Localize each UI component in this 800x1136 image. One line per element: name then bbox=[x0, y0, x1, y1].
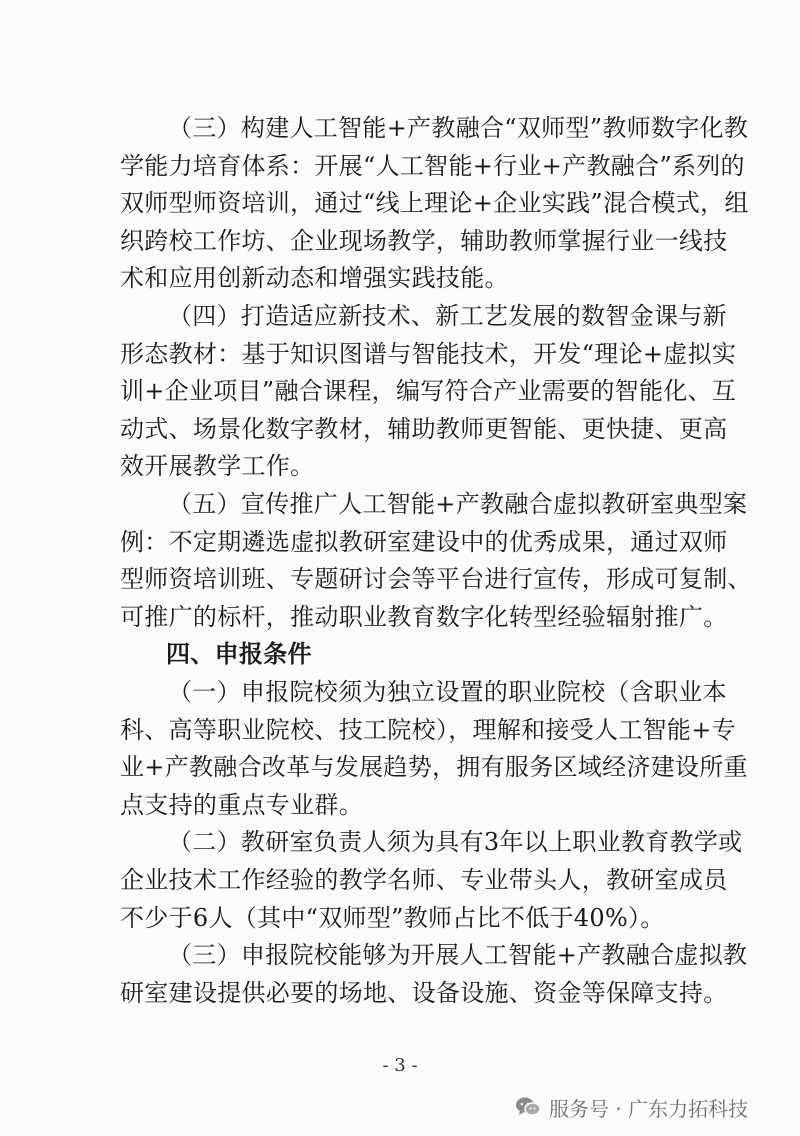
text-line: 企业技术工作经验的教学名师、专业带头人，教研室成员 bbox=[120, 866, 728, 894]
text-line: 织跨校工作坊、企业现场教学，辅助教师掌握行业一线技 bbox=[120, 227, 728, 255]
text-line: 学能力培育体系：开展“人工智能+行业+产教融合”系列的 bbox=[120, 152, 745, 180]
text-line: （三）申报院校能够为开展人工智能+产教融合虚拟教 bbox=[168, 941, 748, 969]
text-line: （四）打造适应新技术、新工艺发展的数智金课与新 bbox=[168, 302, 727, 330]
text-line: 动式、场景化数字教材，辅助教师更智能、更快捷、更高 bbox=[120, 415, 728, 443]
page-number: - 3 - bbox=[382, 1055, 418, 1076]
text-line: （一）申报院校须为独立设置的职业院校（含职业本 bbox=[168, 678, 727, 706]
watermark-text: 服务号 · 广东力拓科技 bbox=[549, 1096, 749, 1121]
text-line: （三）构建人工智能+产教融合“双师型”教师数字化教 bbox=[168, 114, 749, 142]
text-line: 双师型师资培训，通过“线上理论+企业实践”混合模式，组 bbox=[120, 189, 749, 217]
text-line: 业+产教融合改革与发展趋势，拥有服务区域经济建设所重 bbox=[120, 753, 748, 781]
text-line: 型师资培训班、专题研讨会等平台进行宣传，形成可复制、 bbox=[120, 565, 752, 593]
text-line: （二）教研室负责人须为具有3年以上职业教育教学或 bbox=[168, 828, 743, 856]
watermark bbox=[515, 1092, 790, 1122]
text-line: 术和应用创新动态和增强实践技能。 bbox=[120, 264, 509, 292]
section-heading: 四、申报条件 bbox=[166, 640, 312, 668]
text-line: 点支持的重点专业群。 bbox=[120, 791, 363, 819]
text-line: 例：不定期遴选虚拟教研室建设中的优秀成果，通过双师 bbox=[120, 528, 728, 556]
text-line: 可推广的标杆，推动职业教育数字化转型经验辐射推广。 bbox=[120, 603, 728, 631]
text-line: 形态教材：基于知识图谱与智能技术，开发“理论+虚拟实 bbox=[120, 340, 737, 368]
text-line: 研室建设提供必要的场地、设备设施、资金等保障支持。 bbox=[120, 979, 728, 1007]
wechat-icon bbox=[515, 1096, 541, 1118]
text-line: 效开展教学工作。 bbox=[120, 452, 315, 480]
text-line: 科、高等职业院校、技工院校），理解和接受人工智能+专 bbox=[120, 716, 736, 744]
text-line: 训+企业项目”融合课程，编写符合产业需要的智能化、互 bbox=[120, 377, 737, 405]
text-line: 不少于6人（其中“双师型”教师占比不低于40%）。 bbox=[120, 904, 665, 932]
text-line: （五）宣传推广人工智能+产教融合虚拟教研室典型案 bbox=[168, 490, 748, 518]
